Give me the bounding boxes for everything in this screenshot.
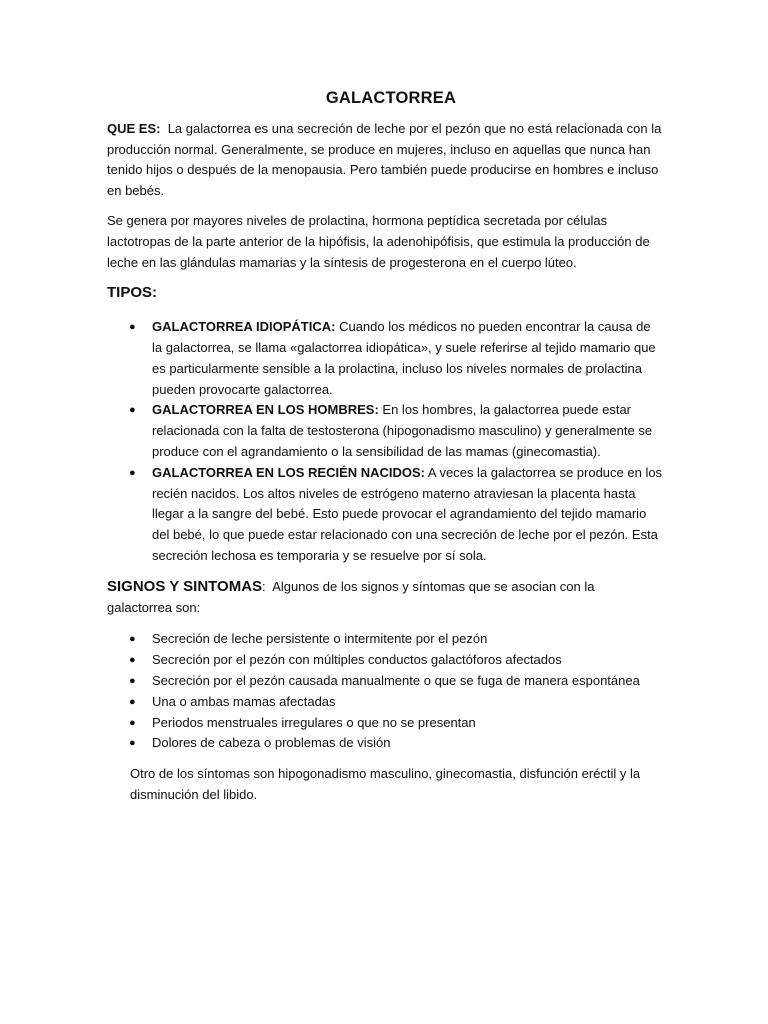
signos-heading-colon: : <box>262 578 266 594</box>
tipos-item-idiopatica <box>107 317 663 400</box>
tipos-heading: TIPOS: <box>107 284 158 302</box>
tipos-item-recien-nacidos <box>107 463 663 567</box>
signos-item-text: Secreción de leche persistente o intermitente por el pezón <box>152 631 488 647</box>
bullet-icon: ● <box>129 695 136 708</box>
intro-label: QUE ES: <box>107 120 161 136</box>
signos-item <box>107 713 663 734</box>
signos-item-text: Una o ambas mamas afectadas <box>152 693 336 709</box>
signos-item-text: Periodos menstruales irregulares o que no se presentan <box>152 714 476 730</box>
signos-item <box>107 671 663 692</box>
bullet-icon: ● <box>129 633 136 646</box>
closing-paragraph: Otro de los síntomas son hipogonadismo masculino, ginecomastia, disfunción eréctil y la disminución del libido. <box>130 766 641 802</box>
bullet-icon: ● <box>129 404 136 417</box>
signos-heading: SIGNOS Y SINTOMAS <box>107 577 263 595</box>
tipos-item-text: A veces la galactorrea se produce en los recién nacidos. Los altos niveles de estrógeno materno atraviesan la placenta hasta llegar a la sangre del bebé. Esto puede provocar el agrandamiento del tejido mamario del bebé, lo que puede estar relacionado con una secreción de leche por el pezón. Esta secreción lechosa es temporaria y se resuelve por sí sola. <box>152 464 663 563</box>
bullet-icon: ● <box>129 466 136 479</box>
signos-intro-text: Algunos de los signos y síntomas que se asocian con la galactorrea son: <box>107 578 595 615</box>
signos-item-text: Secreción por el pezón con múltiples conductos galactóforos afectados <box>152 652 562 668</box>
bullet-icon: ● <box>129 654 136 667</box>
signos-item-text: Secreción por el pezón causada manualmente o que se fuga de manera espontánea <box>152 672 640 688</box>
tipos-item-text: En los hombres, la galactorrea puede estar relacionada con la falta de testosterona (hipogonadismo masculino) y generalmente se produce con el agrandamiento o la sensibilidad de las mamas (ginecomastia). <box>152 402 653 459</box>
tipos-item-text: Cuando los médicos no pueden encontrar la causa de la galactorrea, se llama «galactorrea idiopática», y suele referirse al tejido mamario que es particularmente sensible a la prolactina, incluso los niveles normales de prolactina pueden provocarte galactorrea. <box>152 319 656 397</box>
bullet-icon: ● <box>129 716 136 729</box>
bullet-icon: ● <box>129 321 136 334</box>
intro-paragraph <box>107 119 663 202</box>
intro-text: La galactorrea es una secreción de leche por el pezón que no está relacionada con la producción normal. Generalmente, se produce en mujeres, incluso en aquellas que nunca han tenido hijos o después de la menopausia. Pero también puede producirse en hombres e incluso en bebés. <box>107 120 662 199</box>
bullet-icon: ● <box>129 674 136 687</box>
signos-item <box>107 733 663 754</box>
tipos-item-label: GALACTORREA EN LOS HOMBRES: <box>152 402 379 418</box>
signos-item <box>107 629 663 650</box>
prolactin-paragraph: Se genera por mayores niveles de prolactina, hormona peptídica secretada por células lactotropas de la parte anterior de la hipófisis, la adenohipófisis, que estimula la producción de leche en las glándulas mamarias y la síntesis de progesterona en el cuerpo lúteo. <box>107 212 650 270</box>
tipos-item-label: GALACTORREA EN LOS RECIÉN NACIDOS: <box>152 464 426 480</box>
signos-item <box>107 650 663 671</box>
tipos-item-hombres <box>107 400 663 462</box>
signos-item <box>107 692 663 713</box>
document-page <box>107 88 663 815</box>
signos-list <box>107 629 663 754</box>
bullet-icon: ● <box>129 737 136 750</box>
document-title: GALACTORREA <box>325 89 457 107</box>
signos-item-text: Dolores de cabeza o problemas de visión <box>152 735 391 751</box>
tipos-list <box>107 317 663 567</box>
signos-intro-paragraph <box>107 577 663 619</box>
tipos-item-label: GALACTORREA IDIOPÁTICA: <box>152 319 336 335</box>
